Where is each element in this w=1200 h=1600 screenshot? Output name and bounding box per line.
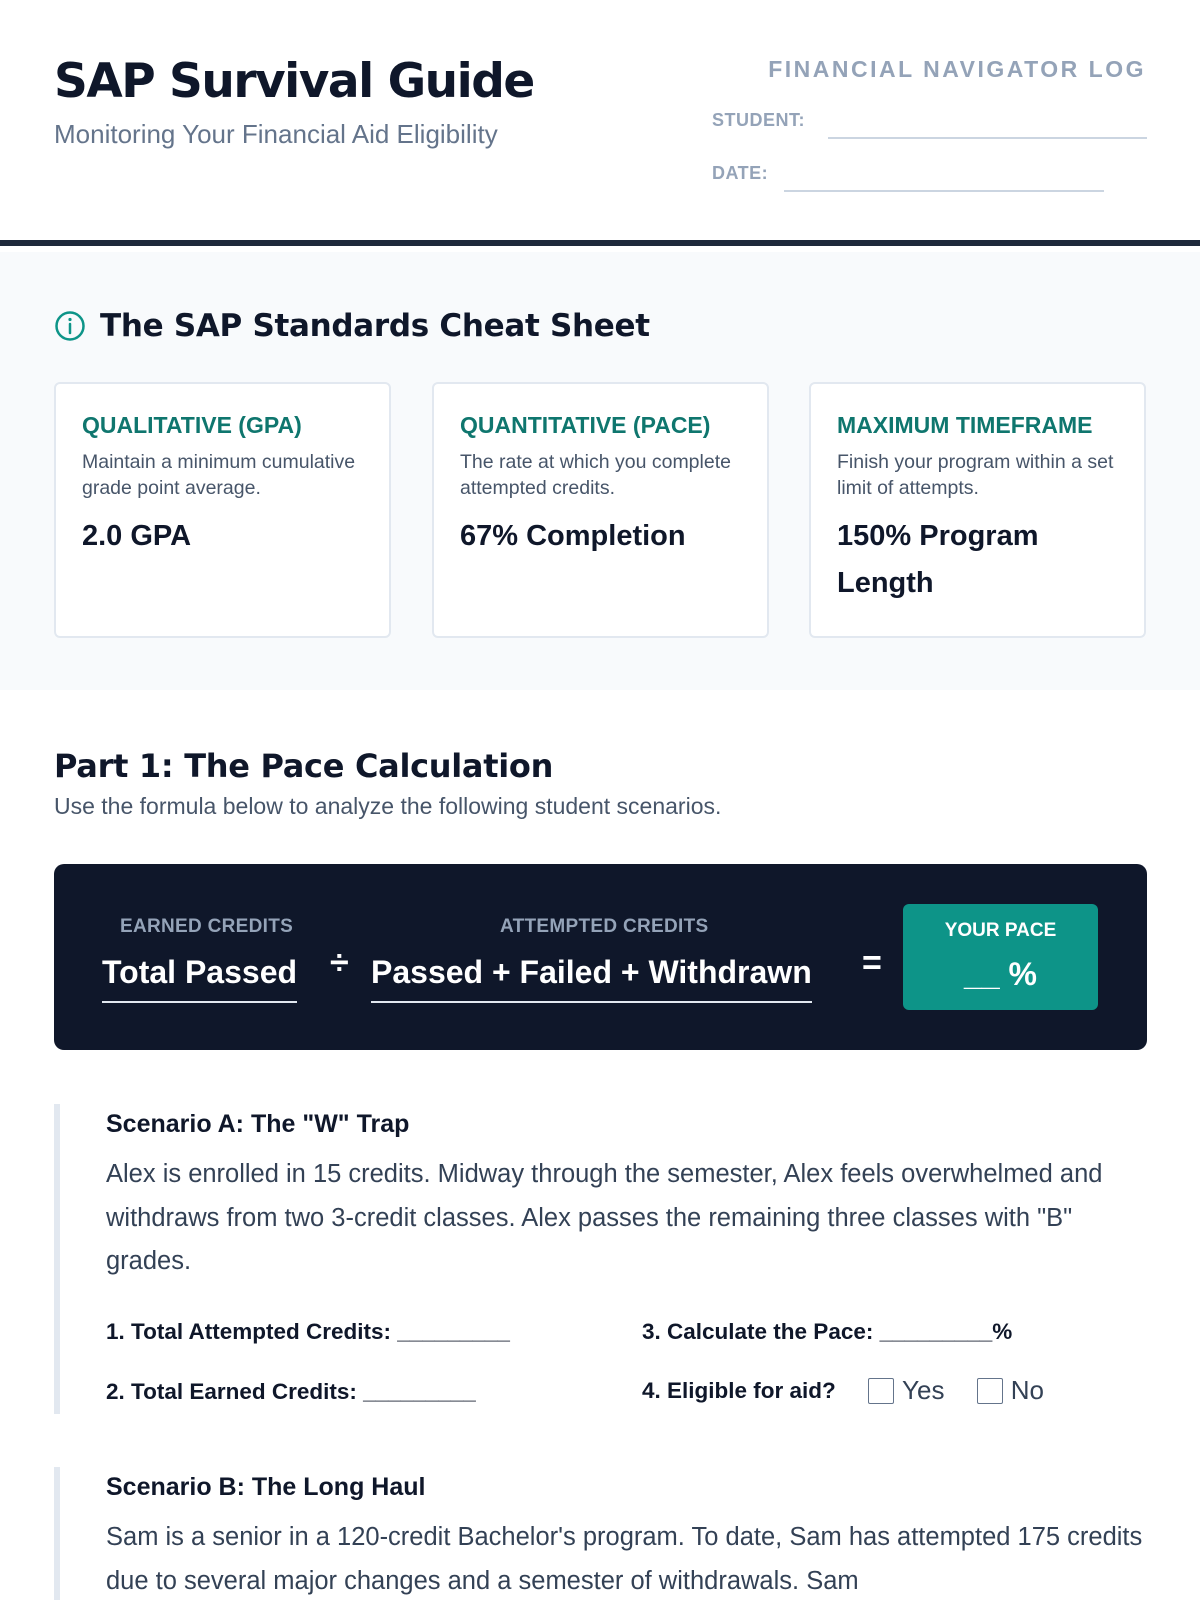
card-timeframe — [809, 382, 1146, 638]
info-icon — [54, 310, 86, 342]
card-value: 67% Completion — [460, 520, 686, 552]
question-eligible — [642, 1375, 1070, 1406]
question-total-earned[interactable]: 2. Total Earned Credits: _________ — [106, 1379, 476, 1404]
yes-checkbox[interactable] — [868, 1378, 894, 1404]
scenario-title: Scenario A: The "W" Trap — [106, 1110, 410, 1138]
pace-formula — [54, 864, 1147, 1050]
card-heading: QUANTITATIVE (PACE) — [460, 412, 711, 438]
date-label: DATE: — [712, 163, 769, 183]
card-value: 150% Program Length — [837, 520, 1039, 599]
eligible-label: 4. Eligible for aid? — [642, 1377, 836, 1403]
earned-credits-label: EARNED CREDITS — [120, 916, 294, 937]
attempted-credits-label: ATTEMPTED CREDITS — [500, 916, 709, 937]
card-description: The rate at which you complete attempted credits. — [460, 451, 731, 499]
divide-symbol: ÷ — [330, 944, 349, 982]
student-field[interactable] — [828, 137, 1147, 139]
scenario-a — [54, 1104, 1147, 1414]
attempted-credits-term: Passed + Failed + Withdrawn — [371, 954, 812, 1003]
pace-value[interactable]: __ % — [964, 956, 1037, 992]
student-label: STUDENT: — [712, 110, 805, 130]
page-header — [0, 0, 1200, 246]
pace-result-box — [903, 904, 1098, 1010]
cheat-sheet-header — [54, 308, 650, 344]
scenario-title: Scenario B: The Long Haul — [106, 1473, 426, 1501]
card-gpa — [54, 382, 391, 638]
scenario-b — [54, 1467, 1147, 1600]
question-calculate-pace[interactable]: 3. Calculate the Pace: _________% — [642, 1319, 1013, 1344]
card-description: Maintain a minimum cumulative grade point average. — [82, 451, 356, 499]
pace-label: YOUR PACE — [944, 920, 1057, 941]
card-pace — [432, 382, 769, 638]
date-field[interactable] — [784, 190, 1104, 192]
earned-credits-term: Total Passed — [102, 954, 297, 1003]
card-heading: MAXIMUM TIMEFRAME — [837, 412, 1093, 438]
no-checkbox[interactable] — [977, 1378, 1003, 1404]
card-heading: QUALITATIVE (GPA) — [82, 412, 302, 438]
no-label: No — [1010, 1375, 1044, 1405]
page-title: SAP Survival Guide — [54, 54, 534, 109]
card-value: 2.0 GPA — [82, 520, 192, 552]
yes-label: Yes — [902, 1375, 945, 1405]
cheat-sheet-title: The SAP Standards Cheat Sheet — [100, 308, 650, 344]
equals-symbol: = — [862, 944, 882, 982]
part1-title: Part 1: The Pace Calculation — [54, 747, 554, 785]
log-title: FINANCIAL NAVIGATOR LOG — [768, 56, 1146, 82]
page-subtitle: Monitoring Your Financial Aid Eligibility — [54, 119, 498, 149]
scenario-text: Sam is a senior in a 120-credit Bachelor's program. To date, Sam has attempted 175 credits due to several major changes and a semester of withdrawals. Sam — [106, 1523, 1143, 1595]
part1-subtitle: Use the formula below to analyze the following student scenarios. — [54, 793, 722, 819]
card-description: Finish your program within a set limit of attempts. — [837, 451, 1114, 499]
cheat-sheet-section — [0, 252, 1200, 690]
question-total-attempted[interactable]: 1. Total Attempted Credits: _________ — [106, 1319, 510, 1344]
scenario-text: Alex is enrolled in 15 credits. Midway through the semester, Alex feels overwhelmed and withdraws from two 3-credit classes. Alex passes the remaining three classes with "B" grades. — [106, 1160, 1103, 1275]
